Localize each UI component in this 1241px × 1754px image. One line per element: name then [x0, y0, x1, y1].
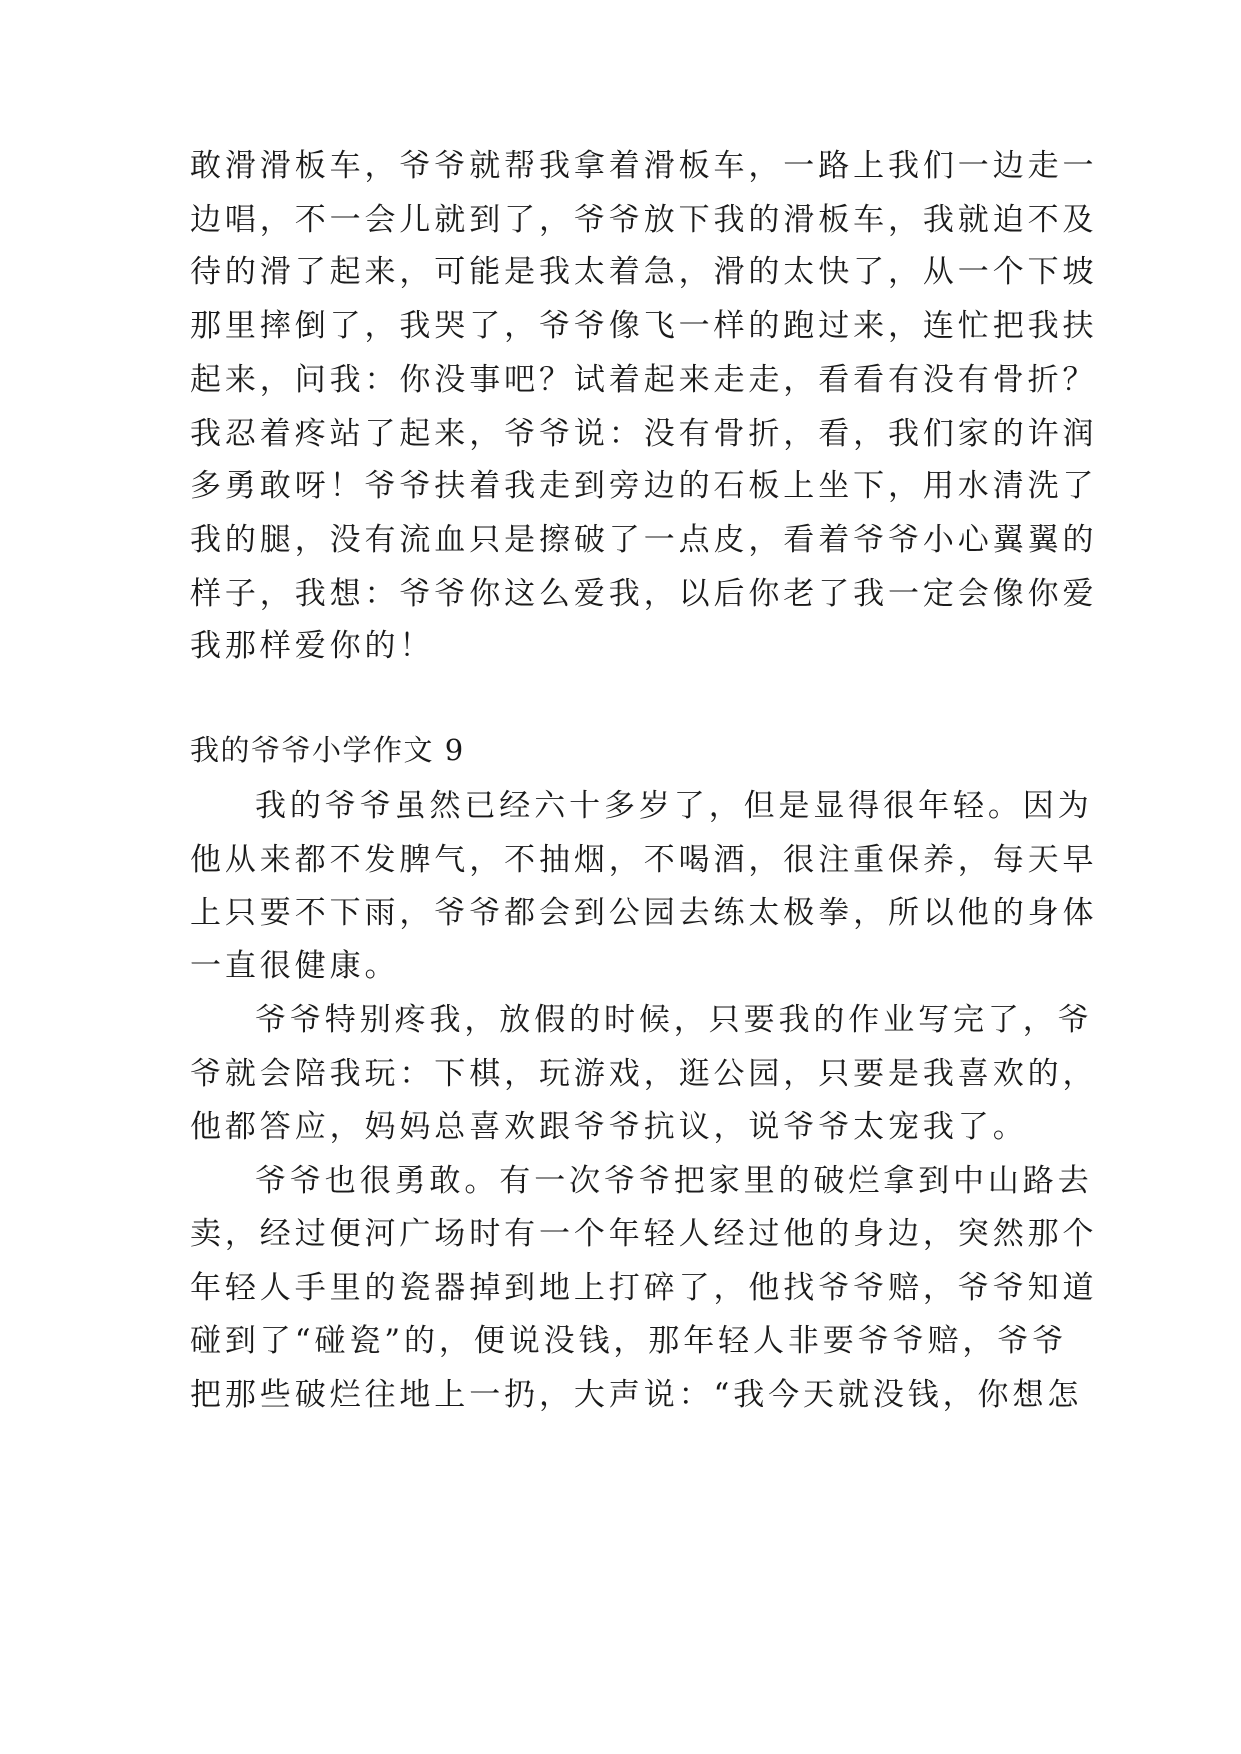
- text-line: 爷爷特别疼我，放假的时候，只要我的作业写完了，爷: [255, 1002, 1093, 1038]
- text-line: 卖，经过便河广场时有一个年轻人经过他的身边，突然那个: [190, 1216, 1098, 1252]
- section-title: 我的爷爷小学作文 9: [190, 733, 465, 767]
- text-line: 爷就会陪我玩：下棋，玩游戏，逛公园，只要是我喜欢的，: [190, 1056, 1098, 1092]
- text-line: 爷爷也很勇敢。有一次爷爷把家里的破烂拿到中山路去: [255, 1163, 1093, 1199]
- text-line: 他从来都不发脾气，不抽烟，不喝酒，很注重保养，每天早: [190, 842, 1098, 878]
- text-line: 样子，我想：爷爷你这么爱我，以后你老了我一定会像你爱: [190, 576, 1098, 612]
- text-line: 起来，问我：你没事吧？试着起来走走，看看有没有骨折？: [190, 362, 1098, 398]
- text-line: 上只要不下雨，爷爷都会到公园去练太极拳，所以他的身体: [190, 895, 1098, 931]
- text-line: 边唱，不一会儿就到了，爷爷放下我的滑板车，我就迫不及: [190, 202, 1098, 238]
- text-line: 敢滑滑板车，爷爷就帮我拿着滑板车，一路上我们一边走一: [190, 148, 1098, 184]
- text-line: 我那样爱你的！: [190, 628, 435, 664]
- text-line: 我的腿，没有流血只是擦破了一点皮，看着爷爷小心翼翼的: [190, 522, 1098, 558]
- text-line: 多勇敢呀！爷爷扶着我走到旁边的石板上坐下，用水清洗了: [190, 468, 1098, 504]
- text-line: 年轻人手里的瓷器掉到地上打碎了，他找爷爷赔，爷爷知道: [190, 1270, 1098, 1306]
- text-line: 把那些破烂往地上一扔，大声说：“我今天就没钱，你想怎: [190, 1377, 1083, 1413]
- text-line: 我忍着疼站了起来，爷爷说：没有骨折，看，我们家的许润: [190, 416, 1098, 452]
- text-line: 我的爷爷虽然已经六十多岁了，但是显得很年轻。因为: [255, 788, 1093, 824]
- text-line: 碰到了“碰瓷”的，便说没钱，那年轻人非要爷爷赔，爷爷: [190, 1323, 1068, 1359]
- text-line: 那里摔倒了，我哭了，爷爷像飞一样的跑过来，连忙把我扶: [190, 308, 1098, 344]
- text-line: 他都答应，妈妈总喜欢跟爷爷抗议，说爷爷太宠我了。: [190, 1109, 1028, 1145]
- text-line: 一直很健康。: [190, 948, 400, 984]
- text-line: 待的滑了起来，可能是我太着急，滑的太快了，从一个下坡: [190, 254, 1098, 290]
